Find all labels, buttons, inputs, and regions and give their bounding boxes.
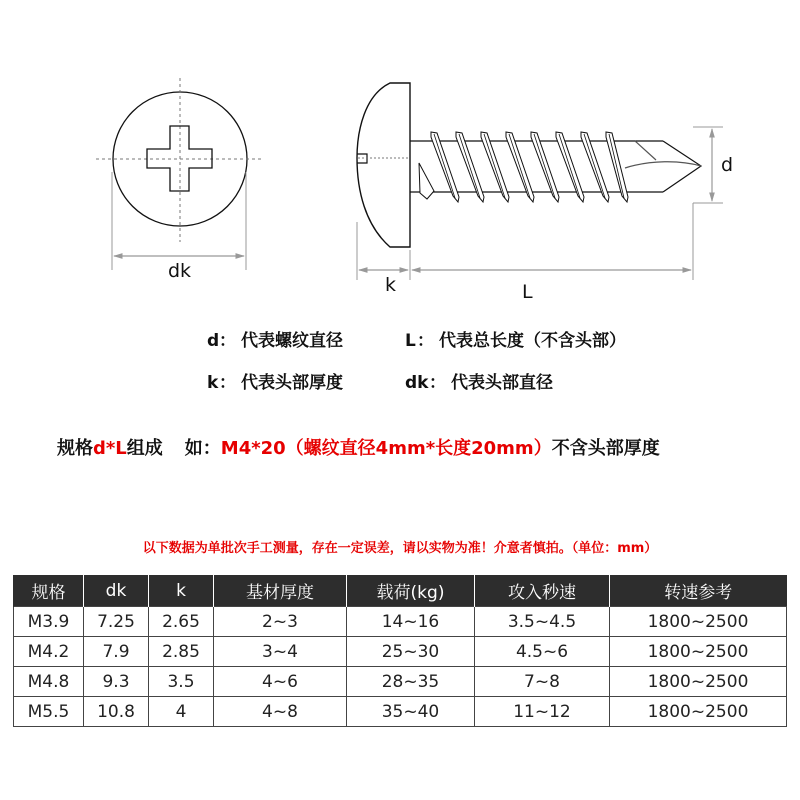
head-top-view xyxy=(96,78,262,270)
measurement-notice: 以下数据为单批次手工测量，存在一定误差，请以实物为准！介意者慎拍。（单位：mm） xyxy=(142,541,658,556)
dim-label-dk: dk xyxy=(168,260,192,282)
col-header-load: 载荷(kg) xyxy=(347,575,475,607)
screw-side-view xyxy=(357,83,723,280)
dim-label-L: L xyxy=(522,281,533,303)
col-header-spec: 规格 xyxy=(14,575,84,607)
spec-table xyxy=(13,575,787,727)
col-header-rpm: 转速参考 xyxy=(610,575,787,607)
table-row: M4.2 7.9 2.85 3~4 25~30 4.5~6 1800~2500 xyxy=(14,637,787,667)
dim-label-k: k xyxy=(385,274,397,296)
table-header-row xyxy=(14,575,787,607)
screw-diagram xyxy=(0,0,800,320)
col-header-drill-speed: 攻入秒速 xyxy=(475,575,610,607)
col-header-dk: dk xyxy=(84,575,149,607)
table-row: M5.5 10.8 4 4~8 35~40 11~12 1800~2500 xyxy=(14,697,787,727)
dim-label-d: d xyxy=(721,154,734,176)
table-row: M4.8 9.3 3.5 4~6 28~35 7~8 1800~2500 xyxy=(14,667,787,697)
col-header-base-thickness: 基材厚度 xyxy=(214,575,347,607)
spec-example: M4*20（螺纹直径4mm*长度20mm） xyxy=(220,438,552,459)
col-header-k: k xyxy=(149,575,214,607)
spec-format-line: 规格d*L组成 如：M4*20（螺纹直径4mm*长度20mm）不含头部厚度 xyxy=(57,438,660,459)
table-row: M3.9 7.25 2.65 2~3 14~16 3.5~4.5 1800~2500 xyxy=(14,607,787,637)
